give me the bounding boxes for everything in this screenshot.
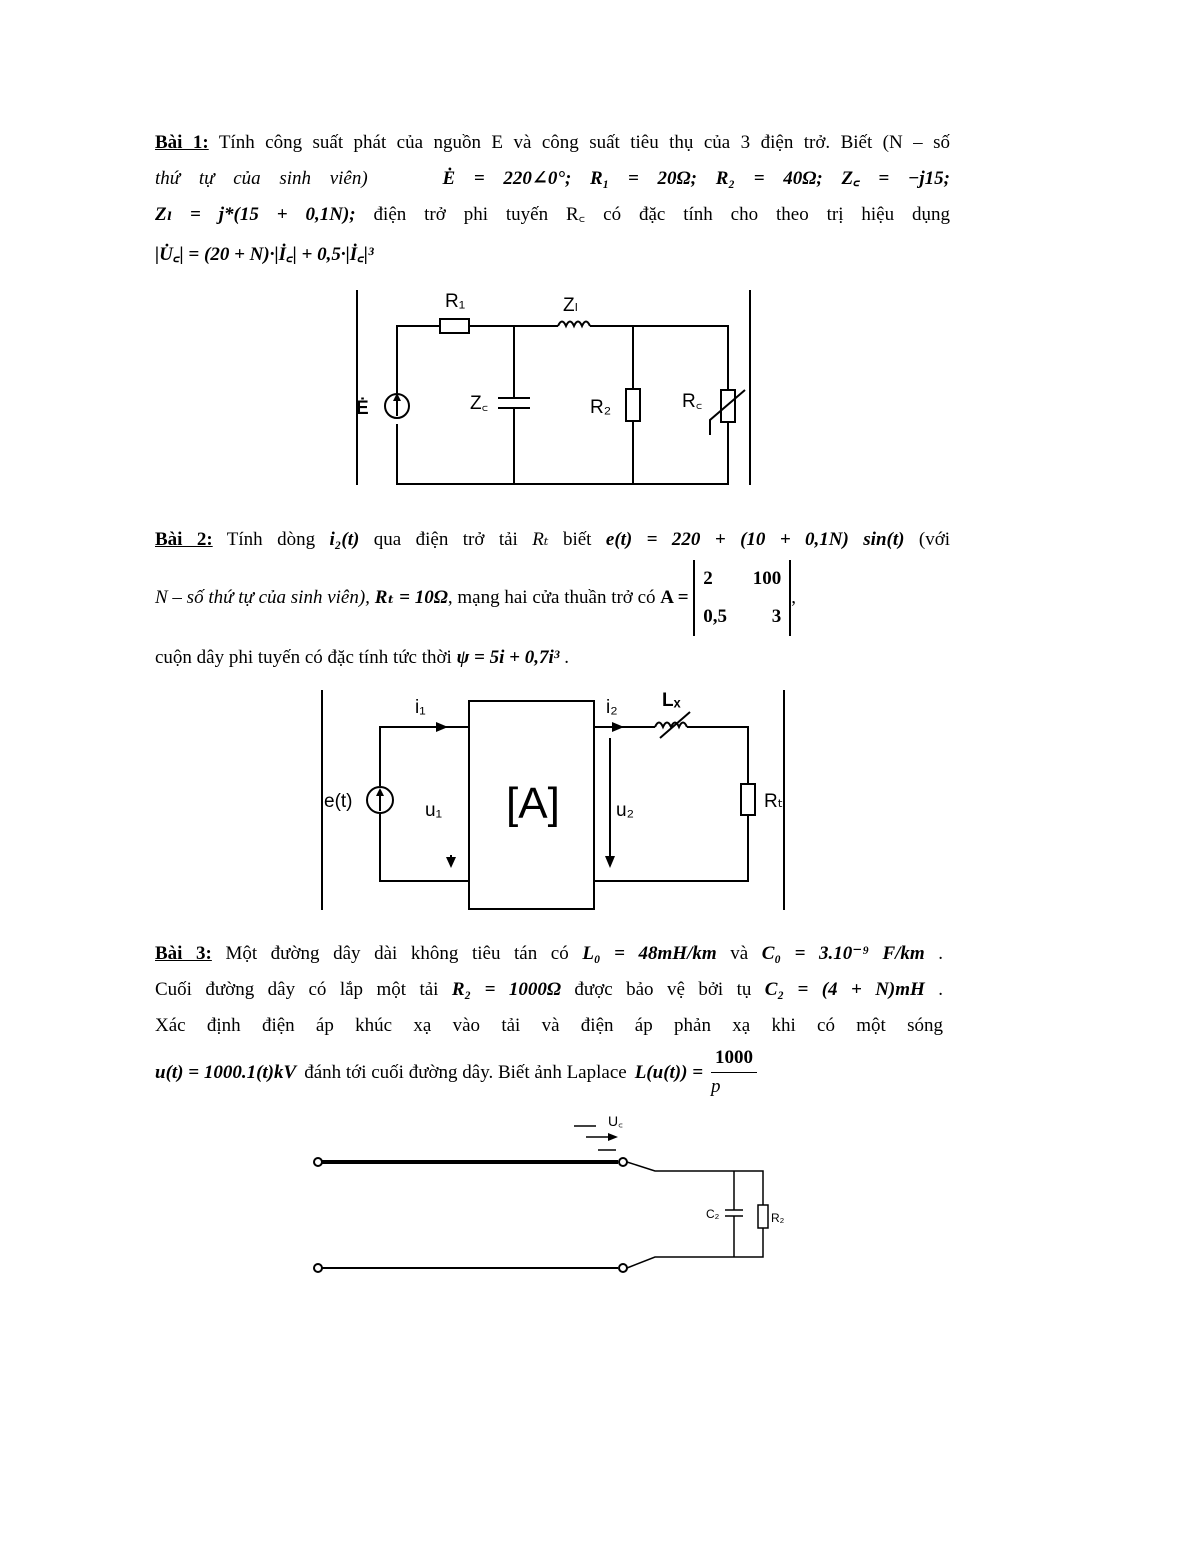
c1-r1-resistor <box>440 319 469 333</box>
c3-r2-resistor <box>758 1205 768 1228</box>
c1-rx-resistor <box>721 390 735 422</box>
p3-line-2: Cuối đường dây có lắp một tải R₂ = 1000Ω được bảo vệ bởi tụ C₂ = (4 + N)mH . <box>155 979 943 1000</box>
p1-line-1: Bài 1: Tính công suất phát của nguồn E và công suất tiêu thụ của 3 điện trở. Biết (N – số <box>155 132 950 153</box>
c3-label-r2: R₂ <box>771 1211 785 1225</box>
c2-i2-arrow-icon <box>612 722 624 732</box>
c3-terminal-top-right <box>619 1158 627 1166</box>
p2-line-2: N – số thứ tự của sinh viên), Rₜ = 10Ω , mạng hai cửa thuần trở có A = 2 100 0,5 3 , <box>155 560 950 636</box>
c3-wire-top <box>627 1162 763 1205</box>
c2-wire-output-bottom <box>594 815 748 881</box>
p1-line-3: Zₗ = j*(15 + 0,1N); điện trở phi tuyến R꜀ có đặc tính cho theo trị hiệu dụng <box>155 204 951 225</box>
c1-label-zl: Zₗ <box>563 295 578 316</box>
c2-i1-arrow-icon <box>436 722 448 732</box>
c2-source-arrow-icon <box>376 788 384 796</box>
c2-label-a: [A] <box>506 779 560 828</box>
c3-wire-bottom <box>627 1228 763 1268</box>
laplace-fraction: $\frac{1000}{p}$ <box>711 1044 757 1101</box>
c2-label-lx: Lₓ <box>662 690 681 711</box>
p3-title: Bài 3: <box>155 943 212 964</box>
c1-label-rx: R꜀ <box>682 391 703 412</box>
c1-wire-bottom <box>397 422 728 484</box>
p1-title: Bài 1: <box>155 132 209 153</box>
p3-line-3: Xác định điện áp khúc xạ vào tải và điện áp phản xạ khi có một sóng <box>155 1015 943 1036</box>
c2-label-u2: u₂ <box>616 800 634 821</box>
c2-u2-arrow-icon <box>605 856 615 868</box>
c3-label-c2: C₂ <box>706 1207 720 1221</box>
c1-wire-left-top <box>397 326 440 400</box>
c1-label-r1: R₁ <box>445 291 466 312</box>
c2-wire-input-top <box>380 727 469 786</box>
c2-rt-resistor <box>741 784 755 815</box>
p3-line-1: Bài 3: Một đường dây dài không tiêu tán có L₀ = 48mH/km và C₀ = 3.10⁻⁹ F/km . <box>155 943 944 964</box>
p2-line-3: cuộn dây phi tuyến có đặc tính tức thời ψ = 5i + 0,7i³ . <box>155 647 569 668</box>
c2-label-i1: i₁ <box>415 697 426 718</box>
circuit-1 <box>357 290 750 485</box>
p1-line-2: thứ tự của sinh viên) Ė = 220∠0°; R₁ = 20Ω; R₂ = 40Ω; Z꜀ = −j15; <box>155 168 950 189</box>
c2-u1-arrow-icon <box>446 857 456 868</box>
c1-label-zc: Z꜀ <box>470 393 489 414</box>
c1-zl-inductor <box>558 322 590 327</box>
c3-terminal-top-left <box>314 1158 322 1166</box>
c3-terminal-bottom-right <box>619 1264 627 1272</box>
c2-labels <box>324 690 783 828</box>
c2-label-rt: Rₜ <box>764 791 784 812</box>
p2-line-1: Bài 2: Tính dòng i₂(t) qua điện trở tải Rₜ biết e(t) = 220 + (10 + 0,1N) sin(t) (với <box>155 529 951 550</box>
c2-wire-input-bottom <box>380 814 469 881</box>
c1-wire-top-right <box>590 326 728 390</box>
c3-u-arrow-icon <box>608 1133 618 1141</box>
c2-wire-to-load <box>687 727 748 784</box>
p1-line-4: |U̇꜀| = (20 + N)·|İ꜀| + 0,5·|İ꜀|³ <box>155 244 374 265</box>
circuit-3 <box>314 1126 768 1272</box>
two-port-matrix: 2 100 0,5 3 <box>693 560 791 636</box>
p3-line-4: u(t) = 1000.1(t)kV đánh tới cuối đường dây. Biết ảnh Laplace L(u(t)) = $\frac{1000}{p}$ <box>155 1044 943 1101</box>
c1-label-e: Ė <box>356 398 369 419</box>
c1-r2-resistor <box>626 389 640 421</box>
c2-label-u1: u₁ <box>425 800 442 821</box>
c2-label-e: e(t) <box>324 791 353 812</box>
c2-lx-inductor <box>655 723 687 728</box>
c2-label-i2: i₂ <box>606 697 618 718</box>
c3-terminal-bottom-left <box>314 1264 322 1272</box>
c1-label-r2: R₂ <box>590 397 612 418</box>
p2-title: Bài 2: <box>155 529 213 550</box>
c3-label-u: U꜀ <box>608 1113 623 1129</box>
